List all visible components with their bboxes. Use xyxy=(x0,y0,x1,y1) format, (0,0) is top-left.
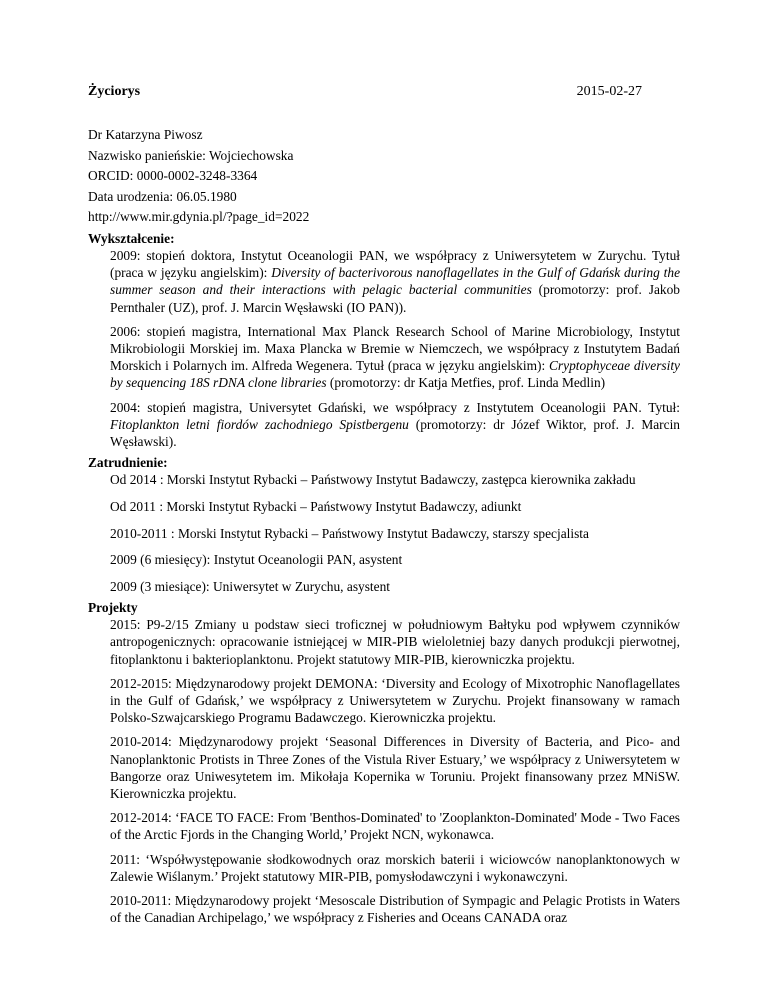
education-heading: Wykształcenie: xyxy=(88,230,175,246)
project-entry: 2011: ‘Współwystępowanie słodkowodnych oraz morskich baterii i wiciowców nanoplanktonowych w Zalewie Wiślanym.’ Projekt statutowy MIR-PIB, pomysłodawczyni i wykonawczyni. xyxy=(110,851,680,884)
project-entry: 2010-2011: Międzynarodowy projekt ‘Mesoscale Distribution of Sympagic and Pelagic Protists in Waters of the Canadian Archipelago,’ we współpracy z Fisheries and Oceans CANADA oraz xyxy=(110,893,680,926)
education-entry xyxy=(110,399,680,451)
project-entry: 2012-2015: Międzynarodowy projekt DEMONA: ‘Diversity and Ecology of Mixotrophic Nanoflagellates in the Gulf of Gdańsk,’ we współpracy z Uniwersytetem w Zurychu. Projekt finansowany w ramach Polsko-Szwajcarskiego Programu Badawczego. Kierowniczka projektu. xyxy=(110,675,680,726)
entry-text: 2009: stopień doktora, Instytut Oceanologii PAN, we współpracy z Uniwersytetem w Zurychu. Tytuł (praca w języku angielskim): xyxy=(110,247,680,281)
employment-entry: 2009 (6 miesięcy): Instytut Oceanologii PAN, asystent xyxy=(110,552,403,568)
projects-heading: Projekty xyxy=(88,600,138,616)
thesis-title: Fitoplankton letni fiordów zachodniego Spistbergenu xyxy=(110,416,409,432)
project-entry: 2010-2014: Międzynarodowy projekt ‘Seasonal Differences in Diversity of Bacteria, and Pico- and Nanoplanktonic Protists in Three Zones of the Vistula River Estuary,’ we współpracy z Uniwersytetem w Bangorze oraz Uniwesytetem im. Mikołaja Kopernika w Toruniu. Projekt finansowany przez MNiSW. Kierowniczka projektu. xyxy=(110,734,680,802)
education-section xyxy=(88,230,680,450)
entry-text: (promotorzy: dr Katja Metfies, prof. Linda Medlin) xyxy=(326,375,606,391)
birth-date: Data urodzenia: 06.05.1980 xyxy=(88,188,237,204)
entry-text: 2004: stopień magistra, Universytet Gdański, we współpracy z Instytutem Oceanologii PAN. Tytuł: xyxy=(110,399,680,415)
education-entry xyxy=(110,323,680,392)
project-entry: 2012-2014: ‘FACE TO FACE: From 'Benthos-Dominated' to 'Zooplankton-Dominated' Mode - Two Faces of the Arctic Fjords in the Changing World,’ Projekt NCN, wykonawca. xyxy=(110,810,680,843)
employment-entry: Od 2014 : Morski Instytut Rybacki – Państwowy Instytut Badawczy, zastępca kierownika zakładu xyxy=(110,472,636,488)
thesis-title: Cryptophyceae diversity by sequencing 18S rDNA clone libraries xyxy=(110,358,680,391)
employment-heading: Zatrudnienie: xyxy=(88,455,168,471)
entry-text: (promotorzy: dr Józef Wiktor, prof. J. Marcin Węsławski). xyxy=(110,416,681,449)
employment-entry: Od 2011 : Morski Instytut Rybacki – Państwowy Instytut Badawczy, adiunkt xyxy=(110,498,522,514)
education-entry xyxy=(110,247,680,316)
document-title: Życiorys xyxy=(88,84,141,99)
header-row xyxy=(88,83,680,101)
homepage-url: http://www.mir.gdynia.pl/?page_id=2022 xyxy=(88,209,310,225)
personal-info xyxy=(88,125,680,228)
document-date: 2015-02-27 xyxy=(576,84,642,99)
document-page xyxy=(88,83,680,930)
employment-entry: 2009 (3 miesiące): Uniwersytet w Zurychu, asystent xyxy=(110,579,391,595)
person-name: Dr Katarzyna Piwosz xyxy=(88,127,203,142)
employment-entry: 2010-2011 : Morski Instytut Rybacki – Państwowy Instytut Badawczy, starszy specjalista xyxy=(110,525,589,541)
entry-text: (promotorzy: prof. Jakob Pernthaler (UZ), prof. J. Marcin Węsławski (IO PAN)). xyxy=(110,282,680,315)
thesis-title: Diversity of bacterivorous nanoflagellates in the Gulf of Gdańsk during the summer season and their interactions with pelagic bacterial communities xyxy=(110,265,681,298)
employment-section xyxy=(88,454,680,595)
projects-section xyxy=(88,599,680,926)
entry-text: 2006: stopień magistra, International Max Planck Research School of Marine Microbiology, Instytut Mikrobiologii Morskiej im. Maxa Plancka w Bremie w Niemczech, we współpracy z Instutytem Badań Morskich i Polarnych im. Alfreda Wegenera. Tytuł (praca w języku angielskim): xyxy=(110,323,680,374)
maiden-name: Nazwisko panieńskie: Wojciechowska xyxy=(88,147,294,163)
project-entry: 2015: P9-2/15 Zmiany u podstaw sieci troficznej w południowym Bałtyku pod wpływem czynników antropogenicznych: opracowanie istniejącej w MIR-PIB wieloletniej bazy danych produkcji pierwotnej, fitoplanktonu i bakterioplanktonu. Projekt statutowy MIR-PIB, kierowniczka projektu. xyxy=(110,617,680,667)
orcid: ORCID: 0000-0002-3248-3364 xyxy=(88,168,258,184)
